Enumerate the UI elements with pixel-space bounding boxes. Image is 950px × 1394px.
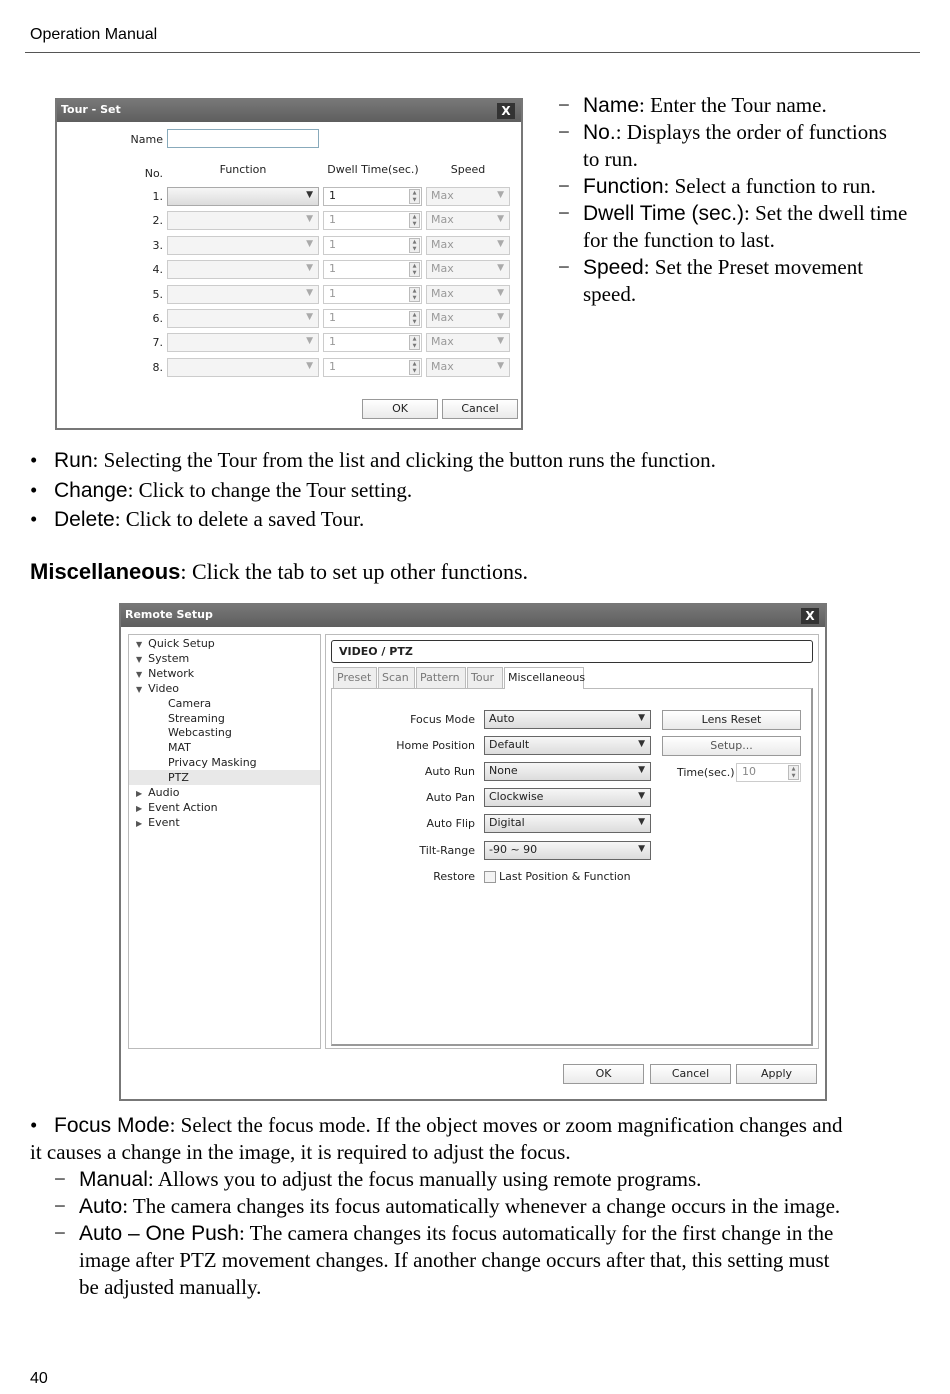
dwell-time-input[interactable]: 1 ▲ ▼ [323,211,422,230]
dwell-time-input[interactable]: 1 ▲ ▼ [323,333,422,352]
chevron-down-icon: ▼ [306,287,313,298]
bullet-term: Run [54,449,93,472]
tree-item-video[interactable] [129,681,320,697]
note-term: Dwell Time (sec.) [583,202,745,225]
field-dropdown-auto-pan[interactable]: Clockwise ▼ [484,788,651,807]
restore-checkbox[interactable] [484,871,496,883]
tree-item-event-action[interactable] [129,800,320,816]
chevron-down-icon: ▼ [306,312,313,322]
section-title: VIDEO / PTZ [331,640,813,663]
note-continuation: speed. [583,282,637,306]
text-line [558,92,907,119]
expand-icon[interactable]: ▶ [136,803,143,813]
restore-label: Restore [433,870,475,883]
text-line [30,476,716,506]
chevron-down-icon: ▼ [497,238,504,249]
function-dropdown[interactable] [167,333,319,352]
tree-item-label: Video [148,681,179,695]
speed-dropdown[interactable]: Max ▼ [426,211,510,230]
close-icon[interactable]: X [801,608,819,624]
text-line [558,254,907,281]
setup-button[interactable]: Setup... [662,736,801,756]
row-number: 5. [152,287,163,301]
field-dropdown-focus-mode[interactable]: Auto ▼ [484,710,651,729]
field-dropdown-tilt-range[interactable]: -90 ~ 90 ▼ [484,841,651,860]
misc-text: : Click the tab to set up other functions. [180,559,529,584]
header-divider [25,52,920,53]
chevron-down-icon: ▼ [497,263,504,274]
tree-item-label: Audio [148,786,180,799]
field-label: Auto Run [424,765,475,779]
bullet-text: : Click to delete a saved Tour. [114,507,365,531]
tour-notes [558,92,907,308]
cancel-button[interactable]: Cancel [442,399,518,419]
lens-reset-button[interactable]: Lens Reset [662,710,801,730]
dwell-time-input[interactable]: 1 ▲ ▼ [323,358,422,377]
collapse-icon[interactable]: ▼ [136,654,143,664]
note-continuation: to run. [583,147,638,171]
field-label: Auto Pan [426,791,475,805]
focus-mode-text: : Select the focus mode. If the object moves or zoom magnification changes and [169,1113,843,1137]
focus-mode-section [30,1112,843,1301]
dialog-title: Tour - Set [61,103,121,116]
field-label: Home Position [396,739,475,753]
note-text: : Displays the order of functions [615,120,887,144]
note-term: No. [583,121,616,144]
dash-icon: − [54,1167,66,1191]
note-text: : Select a function to run. [663,174,876,198]
chevron-down-icon: ▼ [638,713,645,723]
name-label: Name [130,133,163,146]
dash-icon: − [558,93,570,117]
row-number: 4. [152,263,163,277]
header-title: Operation Manual [30,26,158,43]
dwell-time-input[interactable]: 1 ▲ ▼ [323,285,422,304]
chevron-down-icon: ▼ [497,312,504,322]
dialog-title-bar [121,605,825,627]
tour-set-dialog [55,98,523,430]
col-function: Function [219,163,267,176]
dash-icon: − [558,201,570,225]
tree-item-privacy-masking[interactable] [129,755,320,770]
speed-dropdown[interactable]: Max ▼ [426,285,510,304]
focus-option-continuation: be adjusted manually. [79,1275,262,1299]
tree-item-label: Quick Setup [148,637,215,650]
tab-scan[interactable]: Scan [378,667,415,688]
apply-button[interactable]: Apply [736,1064,817,1084]
col-dwell: Dwell Time(sec.) [327,163,419,176]
text-line [558,119,907,146]
function-dropdown[interactable] [167,358,319,377]
tree-item-webcasting[interactable] [129,725,320,740]
tree-item-label: Event [148,815,180,829]
chevron-down-icon: ▼ [497,336,504,347]
text-line [54,1193,867,1220]
dash-icon: − [558,174,570,198]
dwell-time-input[interactable]: 1 ▲ ▼ [323,236,422,255]
dash-icon: − [54,1221,66,1245]
spinner-icon[interactable]: ▲ ▼ [409,213,420,228]
field-label: Tilt-Range [419,843,475,857]
misc-term: Miscellaneous [30,559,181,584]
time-value: 10 [742,765,756,778]
expand-icon[interactable]: ▶ [136,789,143,798]
misc-heading [30,558,528,585]
tree-item-system[interactable] [129,651,320,667]
chevron-down-icon: ▼ [306,190,313,200]
speed-dropdown[interactable]: Max ▼ [426,236,510,255]
expand-icon[interactable]: ▶ [136,818,143,828]
note-continuation: for the function to last. [583,228,775,252]
speed-dropdown[interactable]: Max ▼ [426,333,510,352]
chevron-down-icon: ▼ [638,791,645,802]
spinner-icon[interactable]: ▲ ▼ [409,287,420,302]
note-term: Speed [583,256,644,279]
cancel-button[interactable]: Cancel [650,1064,731,1084]
tab-preset[interactable]: Preset [333,667,377,688]
bullet-icon: • [30,448,38,472]
action-bullets [30,446,716,535]
text-line [54,1166,867,1193]
tree-item-label: Camera [168,696,212,710]
name-input[interactable] [167,129,319,148]
chevron-down-icon: ▼ [306,336,313,347]
bullet-term: Change [54,478,128,502]
focus-mode-continuation: it causes a change in the image, it is required to adjust the focus. [30,1140,571,1164]
tree-item-label: Network [148,666,195,680]
collapse-icon[interactable]: ▼ [136,669,143,679]
row-number: 3. [152,238,163,252]
speed-dropdown[interactable]: Max ▼ [426,309,510,328]
collapse-icon[interactable]: ▼ [136,640,143,649]
page-number: 40 [30,1370,48,1387]
spinner-icon[interactable]: ▲ ▼ [409,311,420,326]
tree-item-label: MAT [168,741,191,755]
function-dropdown[interactable] [167,260,319,279]
dash-icon: − [54,1194,66,1218]
row-number: 7. [152,336,163,350]
chevron-down-icon: ▼ [638,739,645,750]
text-line [30,505,716,535]
text-line [54,1220,867,1247]
ok-button[interactable]: OK [563,1064,644,1084]
tree-item-mat[interactable] [129,740,320,755]
speed-dropdown[interactable]: Max ▼ [426,260,510,279]
close-icon[interactable]: X [497,103,515,119]
focus-option-continuation: image after PTZ movement changes. If another change occurs after that, this setting must [79,1248,830,1272]
text-line [558,173,907,200]
time-label: Time(sec.) [677,766,735,779]
tree-item-label: Webcasting [168,726,232,740]
chevron-down-icon: ▼ [306,238,313,249]
bullet-term: Delete [54,508,115,531]
spinner-icon[interactable]: ▲ ▼ [409,335,420,350]
chevron-down-icon: ▼ [638,843,645,854]
tree-item-label: Event Action [148,800,218,814]
tab-miscellaneous[interactable]: Miscellaneous [504,667,584,689]
focus-option-text: : The camera changes its focus automatically whenever a change occurs in the image. [122,1194,841,1218]
speed-dropdown[interactable]: Max ▼ [426,187,510,206]
tree-item-event[interactable] [129,815,320,831]
row-number: 1. [152,190,163,203]
tree-item-label: System [148,651,190,665]
col-no: No. [144,167,163,180]
chevron-down-icon: ▼ [497,190,504,200]
dialog-title: Remote Setup [125,608,213,621]
dash-icon: − [558,120,570,144]
spinner-icon[interactable]: ▲ ▼ [409,238,420,253]
field-dropdown-home-position[interactable]: Default ▼ [484,736,651,755]
chevron-down-icon: ▼ [638,817,645,828]
row-number: 2. [152,214,163,228]
function-dropdown[interactable] [167,187,319,206]
spinner-icon[interactable]: ▲ ▼ [409,262,420,277]
tab-tour[interactable]: Tour [467,667,503,688]
focus-option-term: Manual [79,1168,148,1191]
note-term: Name [583,94,640,117]
bullet-icon: • [30,1113,38,1137]
field-label: Auto Flip [426,817,475,831]
field-dropdown-auto-flip[interactable]: Digital ▼ [484,814,651,833]
tree-item-label: Streaming [168,711,225,725]
tree-item-audio[interactable] [129,785,320,801]
tree-item-label: Privacy Masking [168,756,257,770]
field-dropdown-auto-run[interactable]: None ▼ [484,762,651,781]
tree-item-streaming[interactable] [129,711,320,726]
col-speed: Speed [450,163,486,176]
row-number: 8. [152,360,163,374]
tree-item-quick-setup[interactable] [129,636,320,652]
note-term: Function [583,175,664,198]
function-dropdown[interactable] [167,236,319,255]
bullet-icon: • [30,477,38,502]
bullet-icon: • [30,507,38,531]
note-text: : Set the Preset movement [643,255,864,279]
dash-icon: − [558,255,570,279]
focus-options [54,1166,867,1301]
chevron-down-icon: ▼ [497,214,504,225]
focus-option-term: Auto [79,1195,123,1218]
dwell-time-input[interactable]: 1 ▲ ▼ [323,260,422,279]
tree-item-network[interactable] [129,666,320,682]
focus-option-text: : Allows you to adjust the focus manually using remote programs. [147,1167,702,1191]
row-number: 6. [152,312,163,325]
text-line [558,200,907,227]
chevron-down-icon: ▼ [497,287,504,298]
focus-option-term: Auto – One Push [79,1222,239,1245]
tree-item-label: PTZ [168,771,189,785]
time-input[interactable] [736,763,801,782]
focus-option-text: : The camera changes its focus automatically for the first change in the [238,1221,834,1245]
dialog-title-bar [57,100,521,122]
chevron-down-icon: ▼ [306,360,313,371]
chevron-down-icon: ▼ [638,765,645,776]
restore-checkbox-label[interactable]: Last Position & Function [499,870,631,883]
dwell-time-input[interactable]: 1 ▲ ▼ [323,187,422,206]
tree-item-ptz[interactable] [129,770,320,785]
function-dropdown[interactable] [167,285,319,304]
bullet-text: : Selecting the Tour from the list and clicking the button runs the function. [92,448,716,472]
collapse-icon[interactable]: ▼ [136,684,143,694]
note-text: : Enter the Tour name. [639,93,827,117]
note-text: : Set the dwell time [744,201,908,225]
spinner-icon[interactable]: ▲ ▼ [409,189,420,204]
chevron-down-icon: ▼ [306,263,313,274]
dwell-time-input[interactable]: 1 ▲ ▼ [323,309,422,328]
function-dropdown[interactable] [167,211,319,230]
focus-mode-term: Focus Mode [54,1114,170,1137]
text-line [30,1112,843,1139]
chevron-down-icon: ▼ [497,360,504,371]
speed-dropdown[interactable]: Max ▼ [426,358,510,377]
spinner-icon[interactable]: ▲ ▼ [788,765,799,780]
spinner-icon[interactable]: ▲ ▼ [409,360,420,375]
setup-tree [128,634,321,1049]
tree-item-camera[interactable] [129,696,320,711]
field-label: Focus Mode [410,713,475,726]
bullet-text: : Click to change the Tour setting. [127,477,413,502]
text-line [30,446,716,476]
function-dropdown[interactable] [167,309,319,328]
tab-pattern[interactable]: Pattern [416,667,466,688]
ok-button[interactable]: OK [362,399,438,419]
chevron-down-icon: ▼ [306,214,313,225]
